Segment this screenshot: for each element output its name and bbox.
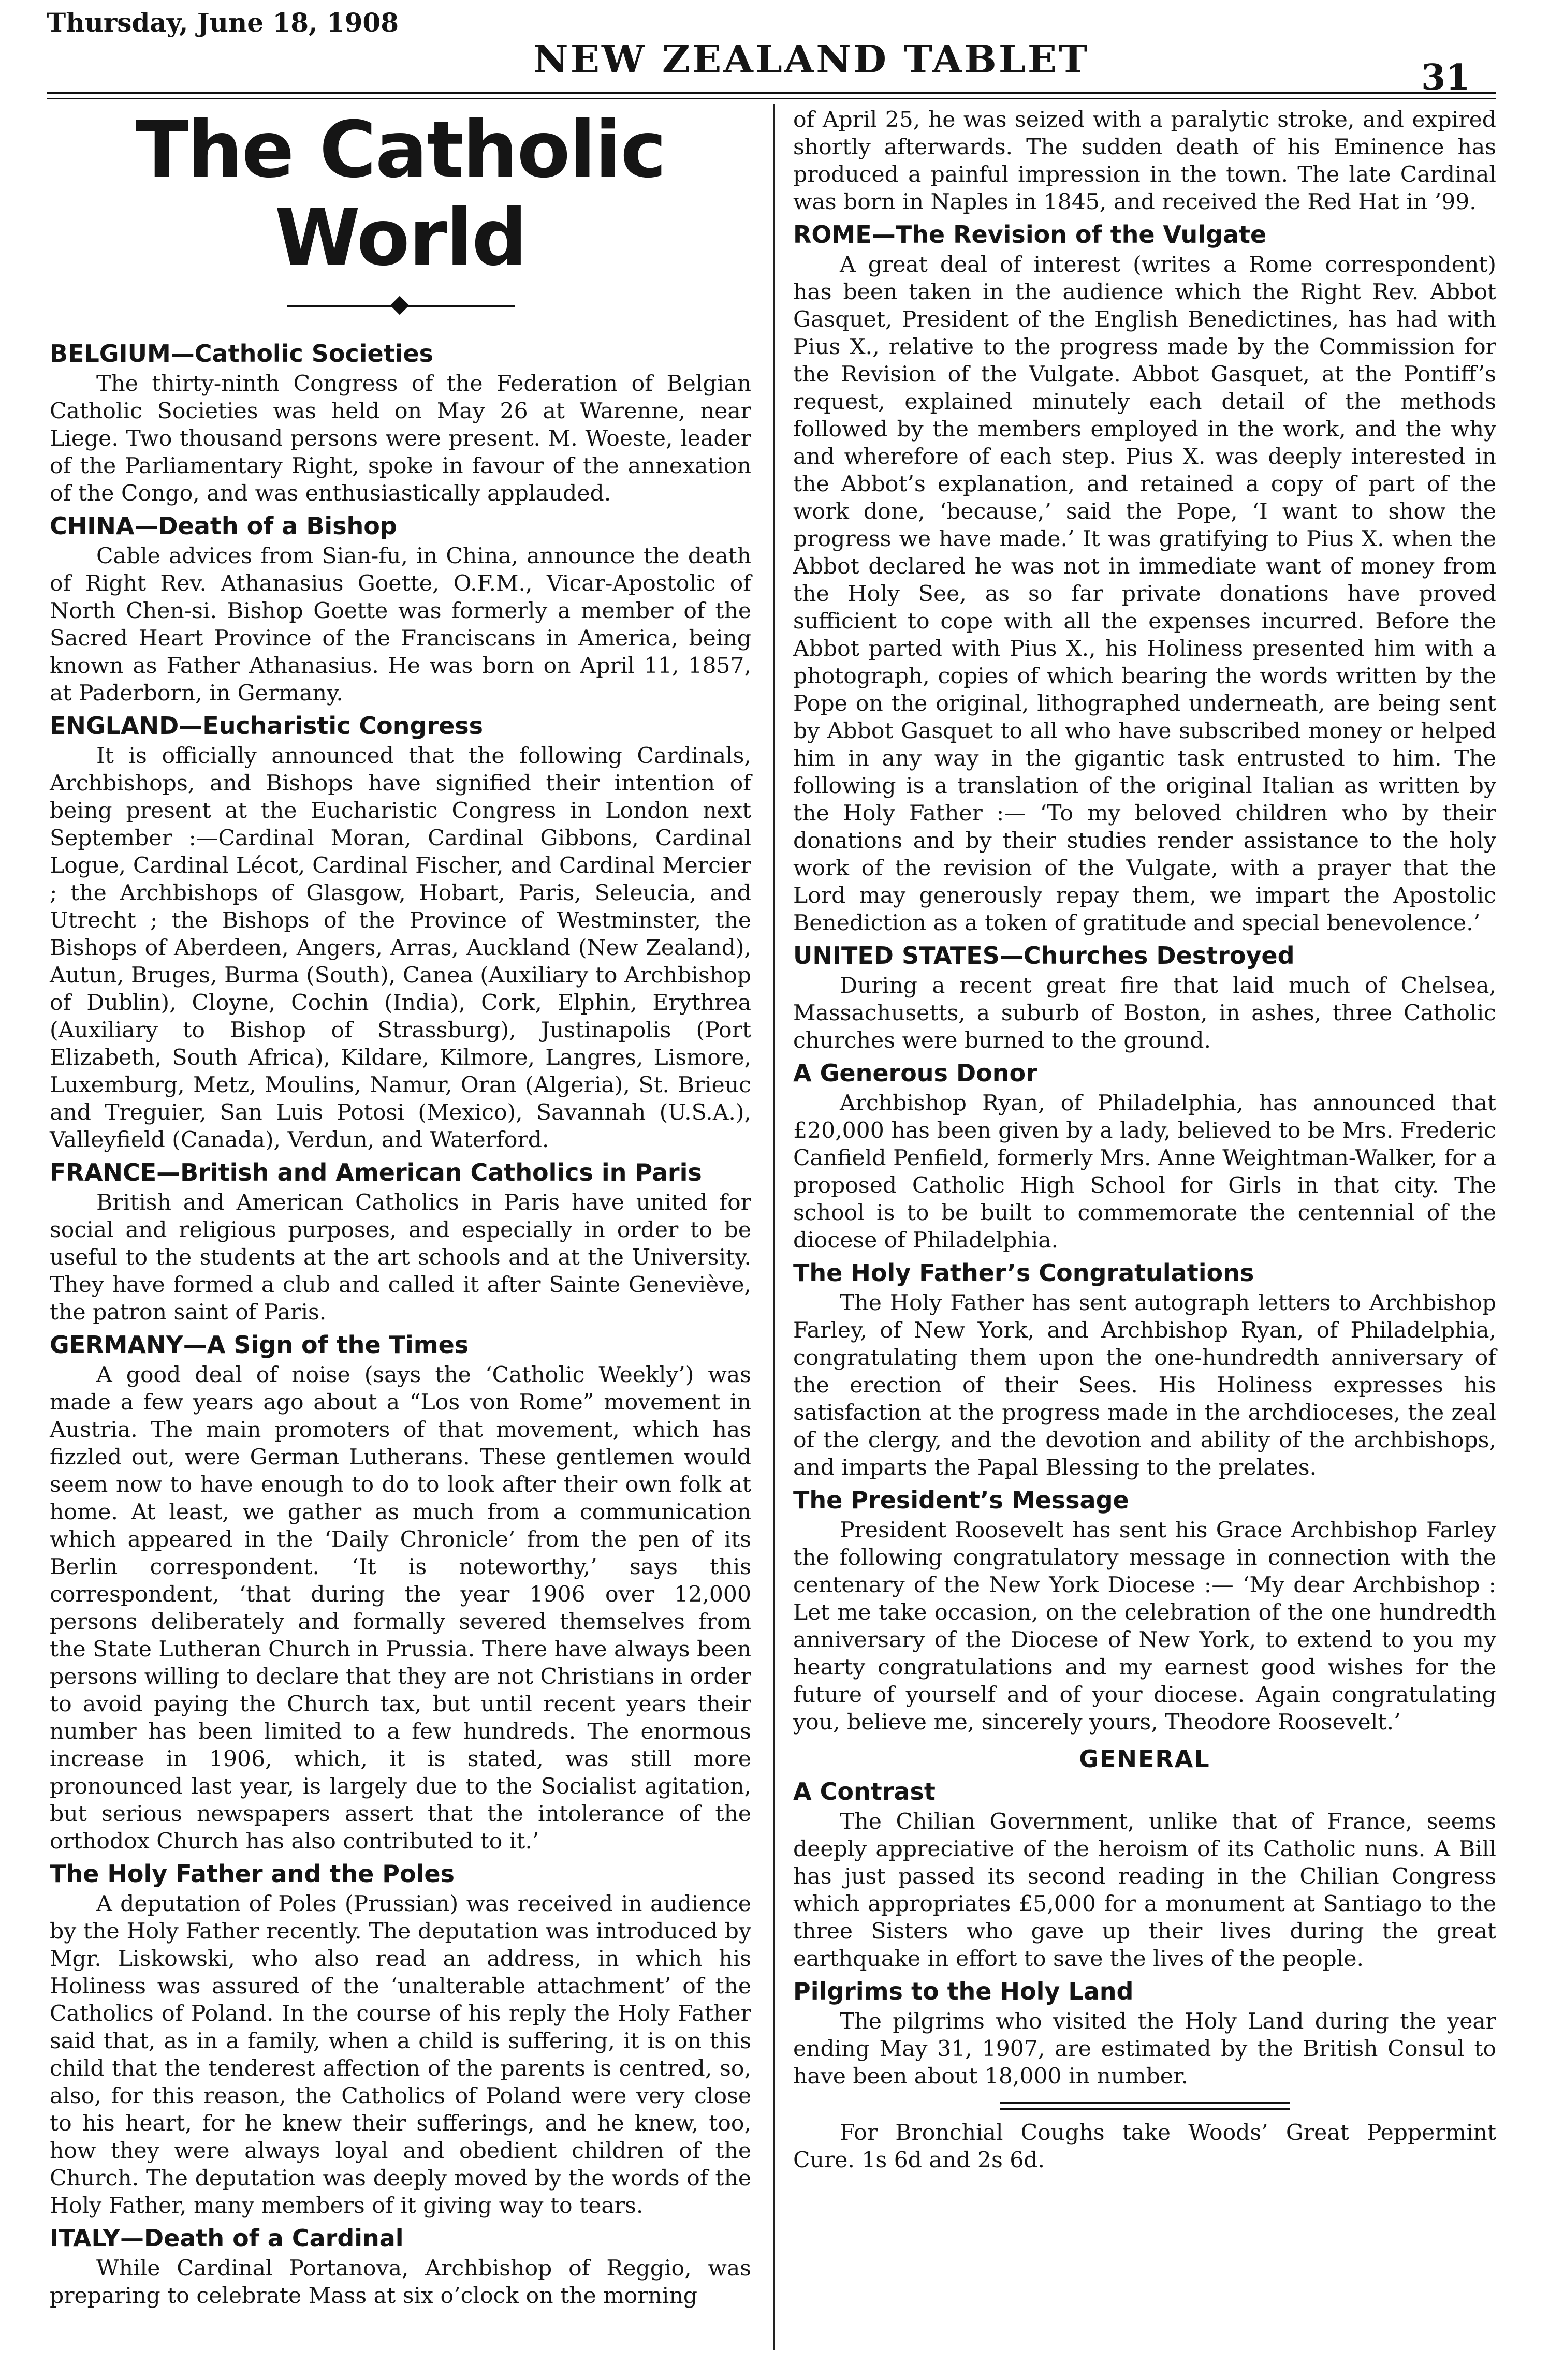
article-heading: Pilgrims to the Holy Land (793, 1977, 1134, 2005)
article-heading: CHINA—Death of a Bishop (50, 512, 397, 540)
article-heading: GERMANY—A Sign of the Times (50, 1331, 469, 1359)
article-paragraph: A good deal of noise (says the ‘Catholic Weekly’) was made a few years ago about a “Los von Rome” movement in Austria. The main promoters of that movement, which has fizzled out, were German Lutherans. These gentlemen would seem now to have enough to do to look after their own folk at home. At least, we gather as much from a communication which appeared in the ‘Daily Chronicle’ from the pen of its Berlin correspondent. ‘It is noteworthy,’ says this correspondent, ‘that during the year 1906 over 12,000 persons deliberately and formally severed themselves from the State Lutheran Church in Prussia. There have always been persons willing to declare that they are not Christians in order to avoid paying the Church tax, but until recent years their number has been limited to a few hundreds. The enormous increase in 1906, which, it is stated, was still more pronounced last year, is largely due to the Socialist agitation, but serious newspapers assert that the intolerance of the orthodox Church has also contributed to it.’ (50, 1362, 751, 1854)
general-heading: GENERAL (1079, 1745, 1210, 1773)
article-heading: ROME—The Revision of the Vulgate (793, 221, 1267, 248)
article-heading: The President’s Message (793, 1486, 1129, 1514)
article (793, 940, 1496, 1054)
article-paragraph: Cable advices from Sian-fu, in China, announce the death of Right Rev. Athanasius Goette, O.F.M., Vicar-Apostolic of North Chen-si. Bishop Goette was formerly a member of the Sacred Heart Province of the Franciscans in America, being known as Father Athanasius. He was born on April 11, 1857, at Paderborn, in Germany. (50, 543, 751, 706)
article-paragraph: The thirty-ninth Congress of the Federation of Belgian Catholic Societies was held on May 26 at Warenne, near Liege. Two thousand persons were present. M. Woeste, leader of the Parliamentary Right, spoke in favour of the annexation of the Congo, and was enthusiastically applauded. (50, 371, 751, 506)
article-heading: A Generous Donor (793, 1059, 1037, 1087)
advert-divider (1000, 2102, 1290, 2110)
article-paragraph: President Roosevelt has sent his Grace Archbishop Farley the following congratulatory message in connection with the centenary of the New York Diocese :— ‘My dear Archbishop : Let me take occasion, on the celebration of the one hundredth anniversary of the Diocese of New York, to extend to you my hearty congratulations and my earnest good wishes for the future of yourself and of your diocese. Again congratulating you, believe me, sincerely yours, Theodore Roosevelt.’ (793, 1518, 1496, 1735)
article-heading: The Holy Father and the Poles (50, 1860, 455, 1888)
article (793, 1776, 1496, 1973)
article (50, 2223, 751, 2310)
header-date: Thursday, June 18, 1908 (47, 7, 399, 38)
article-heading: FRANCE—British and American Catholics in Paris (50, 1158, 702, 1186)
article-heading: The Holy Father’s Congratulations (793, 1259, 1254, 1287)
article (50, 510, 751, 707)
article (793, 1057, 1496, 1254)
article-heading: BELGIUM—Catholic Societies (50, 340, 434, 368)
article-heading: ITALY—Death of a Cardinal (50, 2224, 404, 2252)
article-paragraph: While Cardinal Portanova, Archbishop of Reggio, was preparing to celebrate Mass at six o’clock on the morning (50, 2256, 751, 2309)
article-heading: UNITED STATES—Churches Destroyed (793, 942, 1295, 969)
right-articles (793, 219, 1496, 1736)
header-rule (47, 92, 1496, 94)
article-paragraph: A great deal of interest (writes a Rome correspondent) has been taken in the audience which the Right Rev. Abbot Gasquet, President of the English Benedictines, has had with Pius X., relative to the progress made by the Commission for the Revision of the Vulgate. Abbot Gasquet, at the Pontiff’s request, explained minutely each detail of the methods followed by the members employed in the work, and the why and wherefore of each step. Pius X. was deeply interested in the Abbot’s explanation, and retained a copy of part of the work done, ‘because,’ said the Pope, ‘I want to show the progress we have made.’ It was gratifying to Pius X. when the Abbot declared he was not in immediate want of money from the Holy See, as so far private donations have proved sufficient to cope with all the expenses incurred. Before the Abbot parted with Pius X., his Holiness presented him with a photograph, copies of which bearing the words written by the Pope on the original, lithographed underneath, are being sent by Abbot Gasquet to all who have subscribed money or helped him in any way in the gigantic task entrusted to him. The following is a translation of the original Italian as written by the Holy Father :— ‘To my beloved children who by their donations and by their studies render assistance to the holy work of the revision of the Vulgate, with a prayer that the Lord may generously repay them, we impart the Apostolic Benediction as a token of gratitude and special benevolence.’ (793, 252, 1496, 936)
article (50, 710, 751, 1154)
article-heading: A Contrast (793, 1777, 936, 1805)
article (793, 1976, 1496, 2090)
article (50, 1858, 751, 2220)
article (793, 219, 1496, 937)
article-heading: ENGLAND—Eucharistic Congress (50, 712, 484, 740)
ornament-divider (287, 298, 515, 313)
section-title: The Catholic World (135, 105, 666, 283)
advert-text: For Bronchial Coughs take Woods’ Great Peppermint Cure. 1s 6d and 2s 6d. (793, 2120, 1496, 2173)
diamond-ornament-icon (390, 296, 409, 315)
header-title: NEW ZEALAND TABLET (533, 37, 1090, 82)
article-paragraph: Archbishop Ryan, of Philadelphia, has announced that £20,000 has been given by a lady, believed to be Mrs. Frederic Canfield Penfield, formerly Mrs. Anne Weightman-Walker, for a proposed Catholic High School for Girls in that city. The school is to be built to commemorate the centennial of the diocese of Philadelphia. (793, 1091, 1496, 1253)
header-page-number: 31 (1421, 57, 1470, 98)
continued-paragraph: of April 25, he was seized with a paralytic stroke, and expired shortly afterwards. The sudden death of his Eminence has produced a painful impression in the town. The late Cardinal was born in Naples in 1845, and received the Red Hat in ’99. (793, 107, 1496, 215)
article (50, 338, 751, 507)
column-divider (773, 104, 775, 2350)
header-rule-thin (47, 98, 1496, 99)
article (793, 1485, 1496, 1736)
article-paragraph: The Chilian Government, unlike that of France, seems deeply appreciative of the heroism of its Catholic nuns. A Bill has just passed its second reading in the Chilian Congress which appropriates £5,000 for a monument at Santiago to the three Sisters who gave up their lives during the great earthquake in effort to save the lives of the people. (793, 1809, 1496, 1972)
article-paragraph: The Holy Father has sent autograph letters to Archbishop Farley, of New York, and Archbishop Ryan, of Philadelphia, congratulating them upon the one-hundredth anniversary of the erection of their Sees. His Holiness expresses his satisfaction at the progress made in the archdioceses, the zeal of the clergy, and the devotion and ability of the archbishops, and imparts the Papal Blessing to the prelates. (793, 1290, 1496, 1480)
article (50, 1157, 751, 1326)
article-paragraph: British and American Catholics in Paris have united for social and religious purposes, and especially in order to be useful to the students at the art schools and at the University. They have formed a club and called it after Sainte Geneviève, the patron saint of Paris. (50, 1190, 751, 1325)
left-column (50, 106, 751, 2310)
article (50, 1329, 751, 1855)
right-column (793, 106, 1496, 2174)
left-articles (50, 338, 751, 2310)
general-articles (793, 1776, 1496, 2090)
article (793, 1257, 1496, 1481)
article-paragraph: A deputation of Poles (Prussian) was received in audience by the Holy Father recently. The deputation was introduced by Mgr. Liskowski, who also read an address, in which his Holiness was assured of the ‘unalterable attachment’ of the Catholics of Poland. In the course of his reply the Holy Father said that, as in a family, when a child is suffering, it is on this child that the tenderest affection of the parents is centred, so, also, for this reason, the Catholics of Poland were very close to his heart, for he knew their sufferings, and he knew, too, how they were always loyal and obedient children of the Church. The deputation was deeply moved by the words of the Holy Father, many members of it giving way to tears. (50, 1891, 751, 2219)
article-paragraph: The pilgrims who visited the Holy Land during the year ending May 31, 1907, are estimated by the British Consul to have been about 18,000 in number. (793, 2009, 1496, 2089)
article-paragraph: It is officially announced that the following Cardinals, Archbishops, and Bishops have signified their intention of being present at the Eucharistic Congress in London next September :—Cardinal Moran, Cardinal Gibbons, Cardinal Logue, Cardinal Lécot, Cardinal Fischer, and Cardinal Mercier ; the Archbishops of Glasgow, Hobart, Paris, Seleucia, and Utrecht ; the Bishops of the Province of Westminster, the Bishops of Aberdeen, Angers, Arras, Auckland (New Zealand), Autun, Bruges, Burma (South), Canea (Auxiliary to Archbishop of Dublin), Cloyne, Cochin (India), Cork, Elphin, Erythrea (Auxiliary to Bishop of Strassburg), Justinapolis (Port Elizabeth, South Africa), Kildare, Kilmore, Langres, Lismore, Luxemburg, Metz, Moulins, Namur, Oran (Algeria), St. Brieuc and Treguier, San Luis Potosi (Mexico), Savannah (U.S.A.), Valleyfield (Canada), Verdun, and Waterford. (50, 743, 751, 1153)
article-paragraph: During a recent great fire that laid much of Chelsea, Massachusetts, a suburb of Boston, in ashes, three Catholic churches were burned to the ground. (793, 973, 1496, 1053)
